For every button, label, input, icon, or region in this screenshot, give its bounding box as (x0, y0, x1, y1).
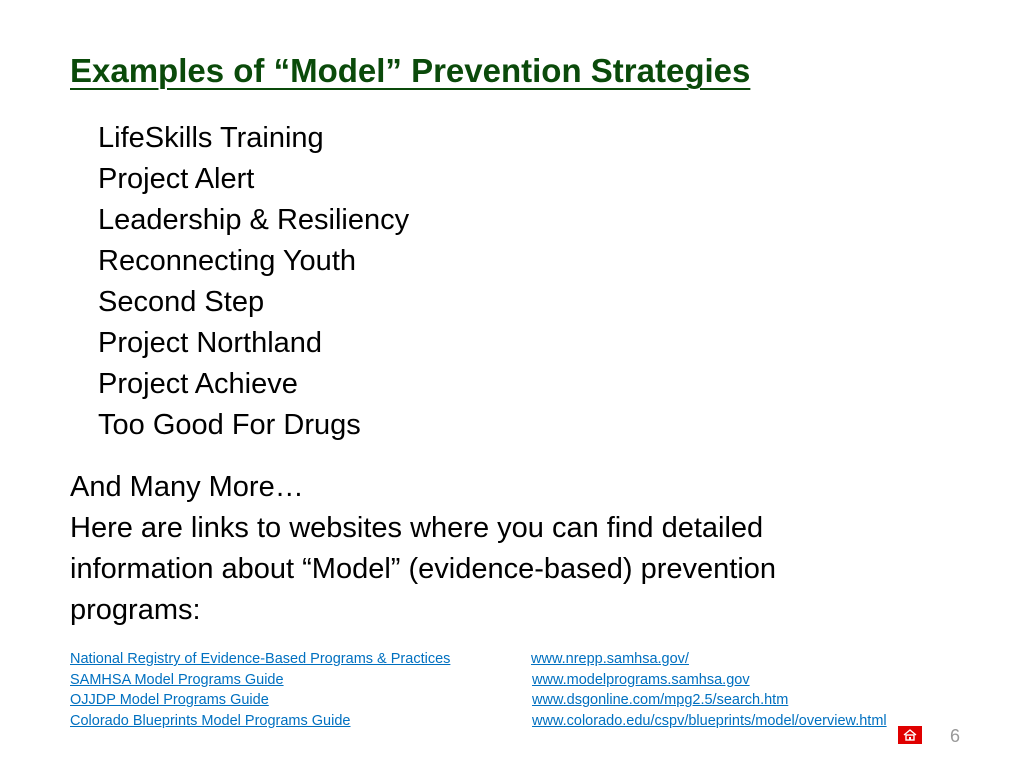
program-item: Project Northland (98, 327, 323, 359)
link-colorado-name[interactable]: Colorado Blueprints Model Programs Guide (70, 712, 351, 729)
program-item: LifeSkills Training (98, 122, 324, 154)
program-item: Too Good For Drugs (98, 409, 361, 441)
more-text-line: information about “Model” (evidence-based) prevention (70, 553, 777, 585)
link-row (70, 649, 970, 670)
program-item: Leadership & Resiliency (98, 204, 410, 236)
link-colorado-url[interactable]: www.colorado.edu/cspv/blueprints/model/overview.html (532, 712, 887, 729)
link-row (70, 711, 970, 732)
link-list (70, 649, 970, 731)
more-text-line: Here are links to websites where you can find detailed (70, 512, 764, 544)
more-text-line: programs: (70, 594, 201, 626)
link-nrepp-name[interactable]: National Registry of Evidence-Based Programs & Practices (70, 651, 451, 667)
program-item: Project Achieve (98, 368, 298, 400)
link-nrepp-url[interactable]: www.nrepp.samhsa.gov/ (531, 651, 689, 667)
link-samhsa-url[interactable]: www.modelprograms.samhsa.gov (532, 671, 750, 688)
program-item: Reconnecting Youth (98, 245, 356, 277)
link-row (70, 670, 970, 691)
link-ojjdp-url[interactable]: www.dsgonline.com/mpg2.5/search.htm (532, 692, 789, 708)
link-ojjdp-name[interactable]: OJJDP Model Programs Guide (70, 692, 269, 708)
home-button[interactable] (898, 726, 922, 744)
home-icon (903, 729, 917, 741)
slide-number: 6 (950, 726, 961, 746)
more-section (70, 467, 970, 631)
more-heading: And Many More… (70, 471, 304, 503)
program-item: Project Alert (98, 163, 255, 195)
link-row (70, 690, 970, 711)
link-samhsa-name[interactable]: SAMHSA Model Programs Guide (70, 671, 284, 688)
program-item: Second Step (98, 286, 265, 318)
program-list (98, 118, 409, 446)
slide-title: Examples of “Model” Prevention Strategies (70, 52, 751, 89)
